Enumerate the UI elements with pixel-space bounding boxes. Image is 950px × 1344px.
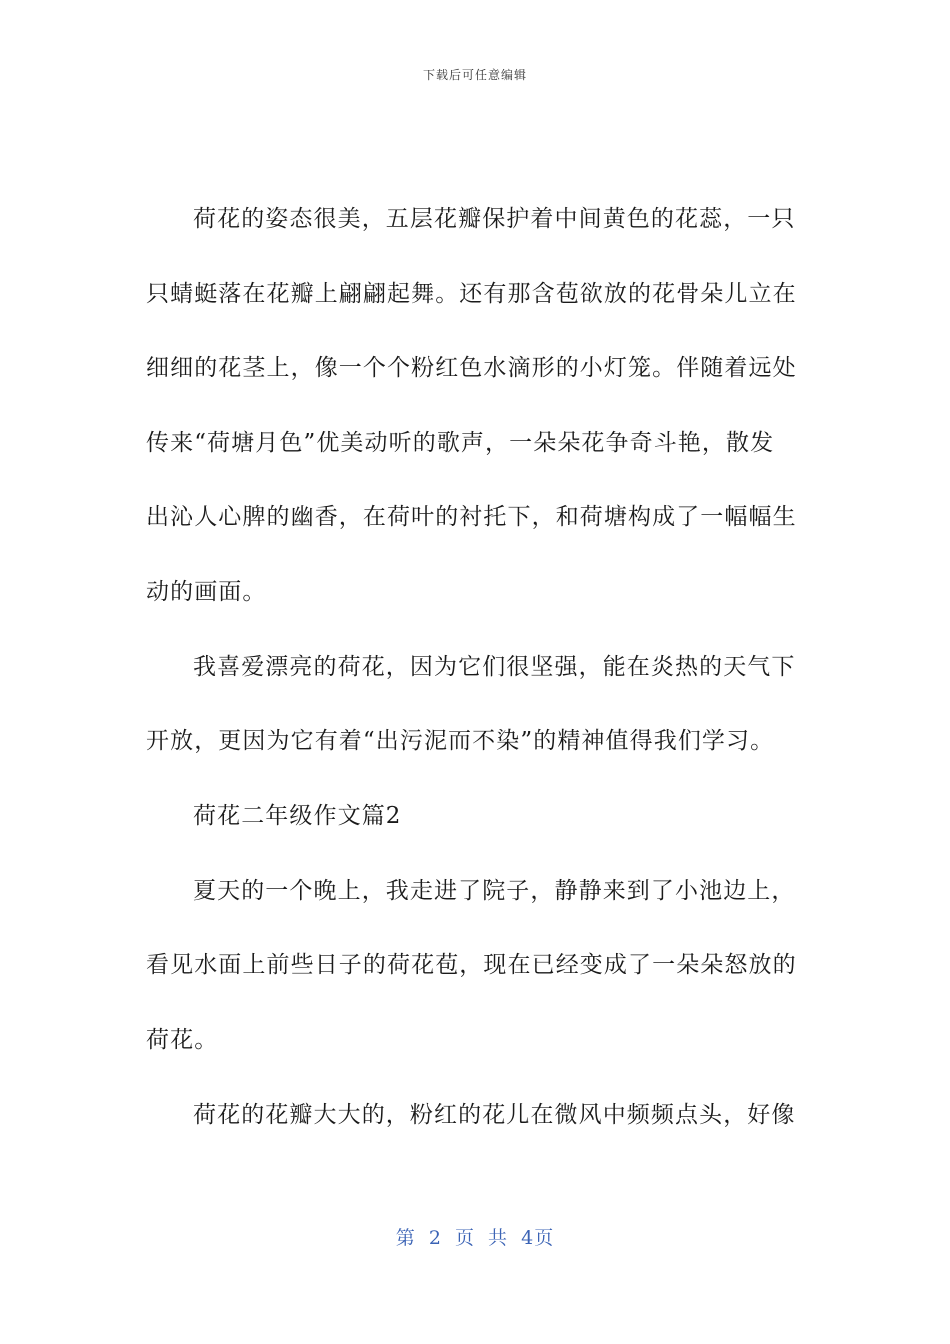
footer-prefix: 第 (395, 1227, 416, 1249)
page-header: 下载后可任意编辑 (422, 68, 527, 82)
paragraph-line: 荷花的姿态很美，五层花瓣保护着中间黄色的花蕊，一只 (193, 206, 796, 232)
paragraph-line: 我喜爱漂亮的荷花，因为它们很坚强，能在炎热的天气下 (193, 653, 796, 680)
paragraph-line: 细细的花茎上，像一个个粉红色水滴形的小灯笼。伴随着远处 (146, 355, 797, 382)
paragraph-line: 传来“荷塘月色”优美动听的歌声，一朵朵花争奇斗艳，散发 (146, 429, 775, 456)
section-heading: 荷花二年级作文篇2 (193, 802, 402, 829)
paragraph-line: 荷花的花瓣大大的，粉红的花儿在微风中频频点头，好像 (193, 1101, 796, 1128)
paragraph-line: 动的画面。 (146, 578, 267, 605)
paragraph-line: 出沁人心脾的幽香，在荷叶的衬托下，和荷塘构成了一幅幅生 (146, 504, 797, 531)
paragraph-line: 荷花。 (146, 1026, 219, 1053)
footer-current-page: 2 (428, 1227, 442, 1249)
paragraph-line: 开放，更因为它有着“出污泥而不染”的精神值得我们学习。 (146, 728, 775, 755)
document-body (146, 196, 796, 1166)
page-footer (0, 1223, 950, 1250)
paragraph-line: 夏天的一个晚上，我走进了院子，静静来到了小池边上， (193, 877, 796, 904)
footer-total-label: 共 (488, 1227, 509, 1249)
footer-page-label: 页 (454, 1227, 475, 1249)
paragraph-line: 只蜻蜓落在花瓣上翩翩起舞。还有那含苞欲放的花骨朵儿立在 (146, 280, 797, 307)
footer-total-pages: 4页 (521, 1227, 555, 1249)
paragraph-line: 看见水面上前些日子的荷花苞，现在已经变成了一朵朵怒放的 (146, 952, 797, 979)
